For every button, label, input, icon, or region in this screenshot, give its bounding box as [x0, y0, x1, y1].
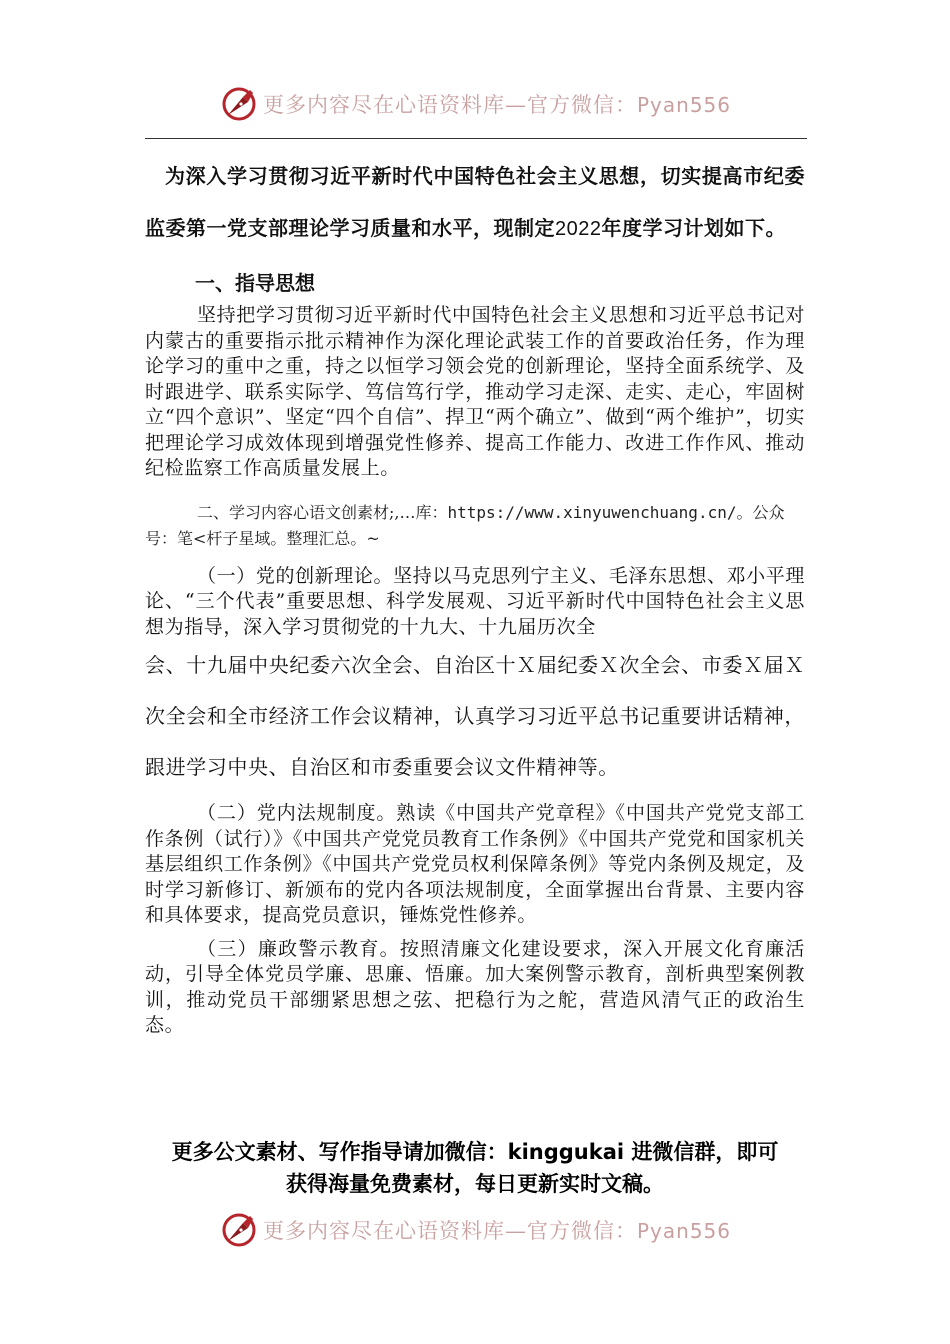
pen-nib-logo-icon — [219, 84, 259, 124]
footer-note-line-2: 获得海量免费素材，每日更新实时文稿。 — [286, 1172, 664, 1196]
footer-banner — [219, 1210, 731, 1250]
page-footer — [0, 1206, 950, 1254]
subsection-1-body: （一）党的创新理论。坚持以马克思列宁主义、毛泽东思想、邓小平理论、“三个代表”重要思想、科学发展观、习近平新时代中国特色社会主义思想为指导，深入学习贯彻党的十九大、十九届历次全 — [145, 564, 805, 638]
subsection-1-body-cont: 会、十九届中央纪委六次全会、自治区十Ｘ届纪委Ｘ次全会、市委Ｘ届Ｘ次全会和全市经济工作会议精神，认真学习习近平总书记重要讲话精神，跟进学习中央、自治区和市委重要会议文件精神等。 — [145, 653, 805, 779]
intro-paragraph: 为深入学习贯彻习近平新时代中国特色社会主义思想，切实提高市纪委监委第一党支部理论学习质量和水平，现制定2022年度学习计划如下。 — [145, 164, 805, 240]
pen-nib-logo-icon — [219, 1210, 259, 1250]
document-body — [145, 150, 805, 1039]
header-divider — [145, 138, 807, 139]
source-url: https://www.xinyuwenchuang.cn/ — [447, 502, 737, 522]
subsection-2-body: （二）党内法规制度。熟读《中国共产党章程》《中国共产党党支部工作条例（试行）》《中国共产党党员教育工作条例》《中国共产党党和国家机关基层组织工作条例》《中国共产党党员权利保障条例》等党内条例及规定，及时学习新修订、新颁布的党内各项法规制度，全面掌握出台背景、主要内容和具体要求，提高党员意识，锤炼党性修养。 — [145, 802, 805, 926]
page-header — [0, 80, 950, 128]
section-1-body: 坚持把学习贯彻习近平新时代中国特色社会主义思想和习近平总书记对内蒙古的重要指示批示精神作为深化理论武装工作的首要政治任务，作为理论学习的重中之重，持之以恒学习领会党的创新理论，坚持全面系统学、及时跟进学、联系实际学、笃信笃行学，推动学习走深、走实、走心，牢固树立“四个意识”、坚定“四个自信”、捍卫“两个确立”、做到“两个维护”，切实把理论学习成效体现到增强党性修养、提高工作能力、改进工作作风、推动纪检监察工作高质量发展上。 — [145, 304, 805, 479]
section-2-heading: 二、学习内容心语文创素材;,…库：https://www.xinyuwenchuang.cn/。公众号：笔<杆子星域。整理汇总。~ — [145, 502, 785, 548]
footer-banner-text: 更多内容尽在心语资料库—官方微信：Pyan556 — [262, 1219, 731, 1243]
section-1-heading: 一、指导思想 — [195, 271, 315, 295]
header-banner — [219, 84, 731, 124]
subsection-3-body: （三）廉政警示教育。按照清廉文化建设要求，深入开展文化育廉活动，引导全体党员学廉、思廉、悟廉。加大案例警示教育，剖析典型案例教训，推动党员干部绷紧思想之弦、把稳行为之舵，营造风清气正的政治生态。 — [145, 937, 805, 1036]
footer-note-line-1: 更多公文素材、写作指导请加微信：kinggukai 进微信群，即可 — [171, 1140, 779, 1164]
footer-note — [145, 1136, 805, 1200]
header-banner-text: 更多内容尽在心语资料库—官方微信：Pyan556 — [262, 93, 731, 117]
